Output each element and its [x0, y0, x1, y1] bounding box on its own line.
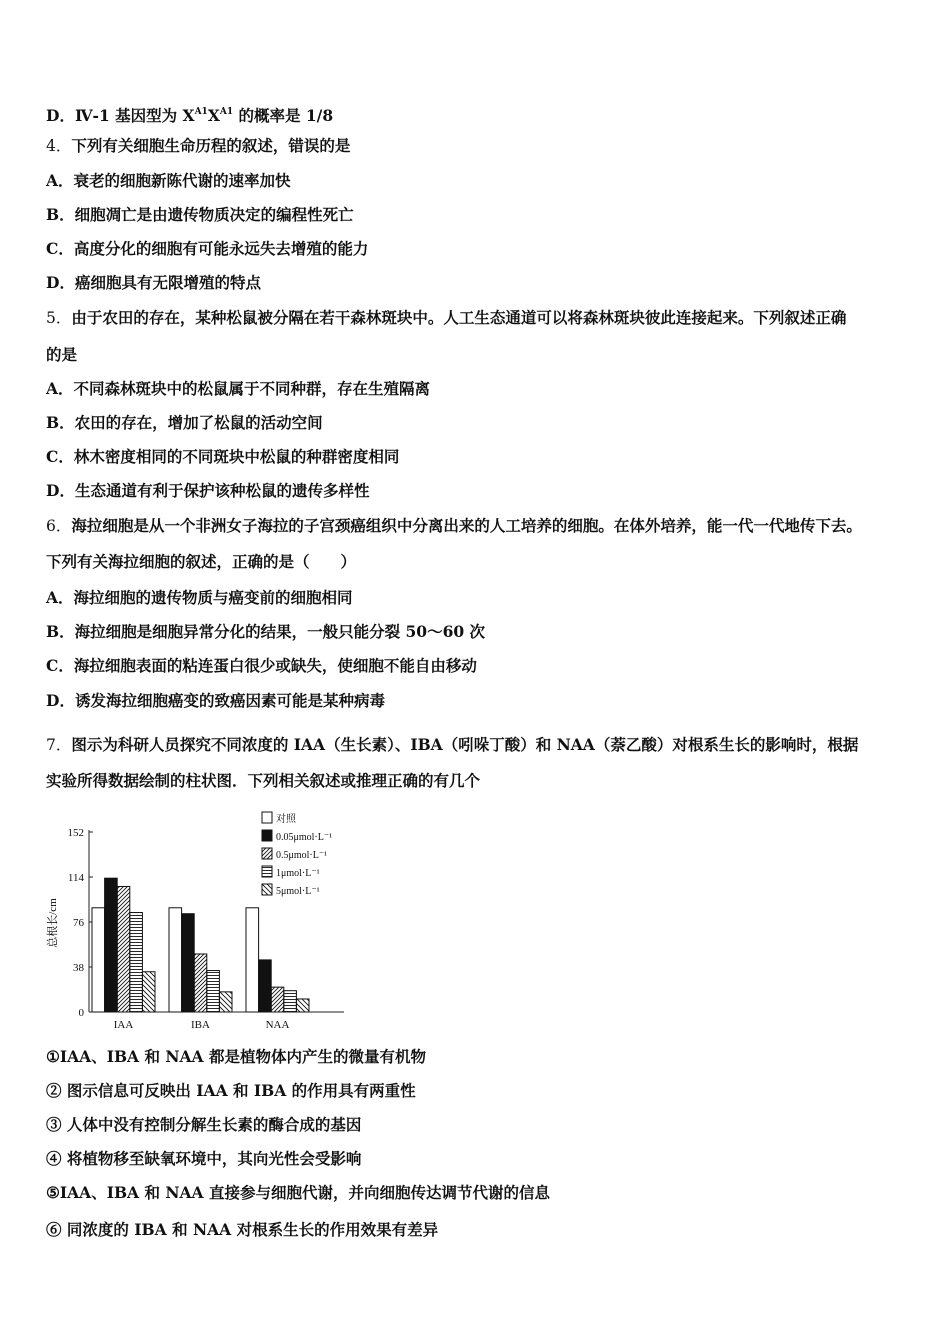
legend-label: 5μmol·L⁻¹ — [276, 886, 320, 897]
q5-option-d: D．生态通道有利于保护该种松鼠的遗传多样性 — [46, 481, 370, 500]
question-5-stem: 5．由于农田的存在，某种松鼠被分隔在若干森林斑块中。人工生态通道可以将森林斑块彼此连接起来。下列叙述正确 — [46, 308, 847, 327]
legend-swatch — [262, 830, 272, 841]
x-category-label: IAA — [113, 1019, 134, 1031]
question-4-stem: 4．下列有关细胞生命历程的叙述，错误的是 — [46, 136, 351, 155]
q4-option-a: A．衰老的细胞新陈代谢的速率加快 — [46, 171, 291, 190]
legend-swatch — [262, 884, 272, 895]
statement-5: ⑤IAA、IBA 和 NAA 直接参与细胞代谢，并向细胞传达调节代谢的信息 — [46, 1183, 550, 1202]
legend-swatch — [262, 812, 272, 823]
bar — [182, 914, 195, 1012]
bar — [169, 908, 182, 1012]
bar — [194, 954, 207, 1012]
statement-3: ③ 人体中没有控制分解生长素的酶合成的基因 — [46, 1115, 362, 1134]
question-7-stem: 7．图示为科研人员探究不同浓度的 IAA（生长素）、IBA（吲哚丁酸）和 NAA（萘乙酸）对根系生长的影响时，根据 — [46, 735, 859, 754]
question-7-stem-cont: 实验所得数据绘制的柱状图．下列相关叙述或推理正确的有几个 — [46, 771, 481, 790]
q4-option-d: D．癌细胞具有无限增殖的特点 — [46, 273, 261, 292]
statement-1: ①IAA、IBA 和 NAA 都是植物体内产生的微量有机物 — [46, 1047, 426, 1066]
question-6-stem-cont: 下列有关海拉细胞的叙述，正确的是（ ） — [46, 552, 357, 571]
q6-option-b: B．海拉细胞是细胞异常分化的结果，一般只能分裂 50～60 次 — [46, 622, 486, 641]
y-tick-label: 76 — [73, 917, 84, 929]
q5-option-b: B．农田的存在，增加了松鼠的活动空间 — [46, 413, 323, 432]
y-axis-label: 总根长/cm — [47, 898, 59, 948]
q6-option-d: D．诱发海拉细胞癌变的致癌因素可能是某种病毒 — [46, 691, 385, 710]
bar — [259, 960, 272, 1012]
legend-label: 1μmol·L⁻¹ — [276, 868, 320, 879]
y-tick-label: 0 — [78, 1007, 84, 1019]
bar — [246, 908, 259, 1012]
legend-swatch — [262, 848, 272, 859]
q6-option-c: C．海拉细胞表面的粘连蛋白很少或缺失，使细胞不能自由移动 — [46, 656, 477, 675]
q5-option-c: C．林木密度相同的不同斑块中松鼠的种群密度相同 — [46, 447, 400, 466]
root-length-bar-chart — [44, 806, 350, 1032]
x-category-label: NAA — [265, 1019, 290, 1031]
bar — [142, 972, 155, 1012]
question-5-stem-cont: 的是 — [46, 345, 78, 364]
q4-option-b: B．细胞凋亡是由遗传物质决定的编程性死亡 — [46, 205, 354, 224]
legend-label: 0.05μmol·L⁻¹ — [276, 832, 333, 843]
x-category-label: IBA — [191, 1019, 210, 1031]
bar — [105, 878, 118, 1012]
legend-label: 0.5μmol·L⁻¹ — [276, 850, 328, 861]
bar — [92, 908, 105, 1012]
y-tick-label: 152 — [67, 827, 84, 839]
bar — [219, 992, 232, 1012]
bar — [207, 971, 220, 1012]
bar — [130, 913, 143, 1012]
bar — [296, 999, 309, 1012]
y-tick-label: 114 — [67, 872, 84, 884]
bar — [117, 886, 130, 1012]
bar — [284, 991, 297, 1012]
q6-option-a: A．海拉细胞的遗传物质与癌变前的细胞相同 — [46, 588, 353, 607]
bar — [271, 987, 284, 1012]
q3-option-d: D．Ⅳ-1 基因型为 $X^{A1}X^{A1}$ 的概率是 1/8 — [46, 106, 334, 125]
statement-4: ④ 将植物移至缺氧环境中，其向光性会受影响 — [46, 1149, 362, 1168]
question-6-stem: 6．海拉细胞是从一个非洲女子海拉的子宫颈癌组织中分离出来的人工培养的细胞。在体外培养，能一代一代地传下去。 — [46, 516, 862, 535]
y-tick-label: 38 — [73, 962, 84, 974]
legend-label: 对照 — [276, 814, 296, 825]
statement-6: ⑥ 同浓度的 IBA 和 NAA 对根系生长的作用效果有差异 — [46, 1220, 439, 1239]
q4-option-c: C．高度分化的细胞有可能永远失去增殖的能力 — [46, 239, 369, 258]
statement-2: ② 图示信息可反映出 IAA 和 IBA 的作用具有两重性 — [46, 1081, 416, 1100]
q5-option-a: A．不同森林斑块中的松鼠属于不同种群，存在生殖隔离 — [46, 379, 431, 398]
legend-swatch — [262, 866, 272, 877]
